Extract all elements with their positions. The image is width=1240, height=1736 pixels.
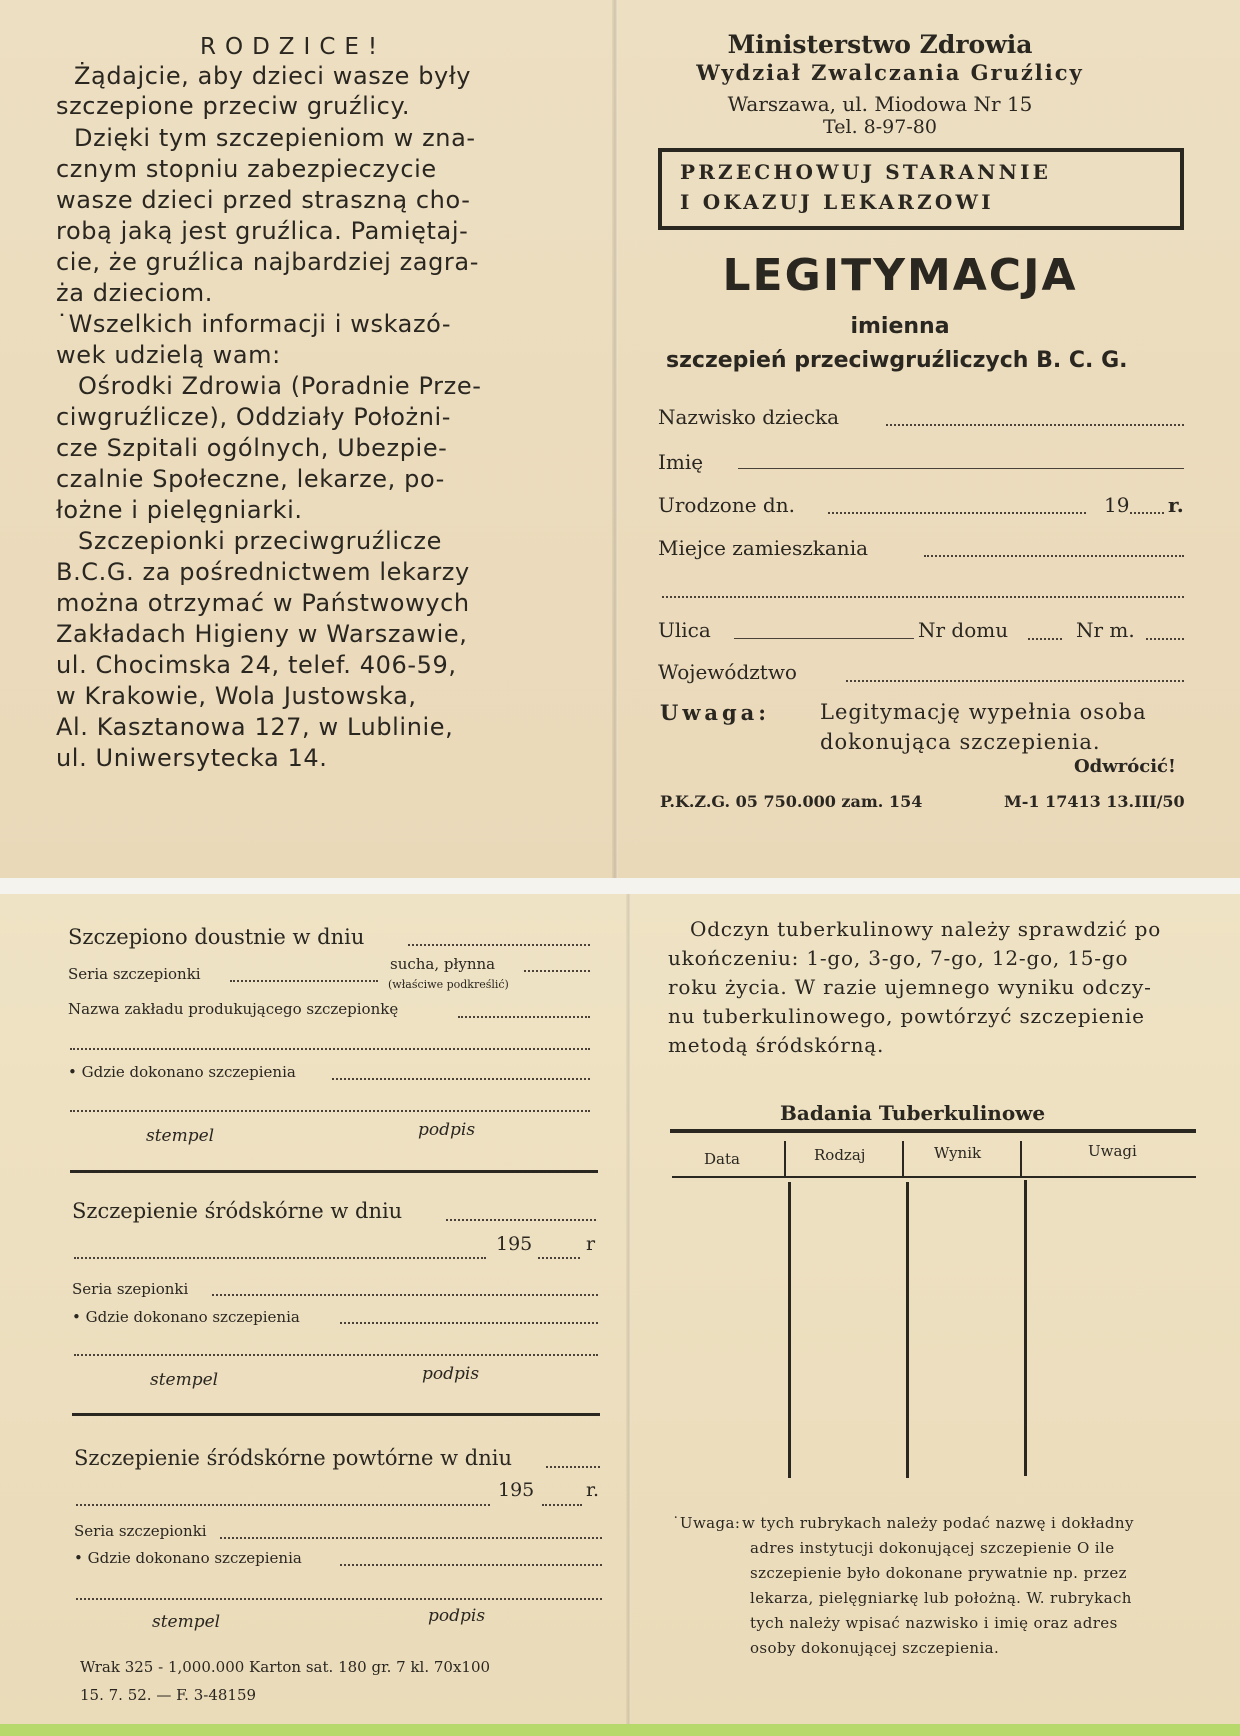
signature-label: podpis — [418, 1120, 476, 1140]
ministry-address: Warszawa, ul. Miodowa Nr 15 — [727, 92, 1033, 116]
manufacturer-label: Nazwa zakładu produkującego szczepionkę — [68, 1000, 399, 1018]
serial-field[interactable] — [212, 1294, 598, 1296]
surname-field[interactable] — [886, 424, 1184, 426]
parents-text-line: Al. Kasztanowa 127, w Lublinie, — [56, 713, 454, 741]
birth-year-prefix: 19 — [1104, 493, 1130, 517]
print-code: M-1 17413 13.III/50 — [1004, 792, 1185, 811]
parents-text-line: robą jaką jest gruźlica. Pamiętaj- — [56, 217, 469, 245]
printer-imprint: Wrak 325 - 1,000.000 Karton sat. 180 gr. 7 kl. 70x100 — [80, 1658, 491, 1676]
repeat-date-field[interactable] — [546, 1466, 600, 1468]
section-divider — [72, 1413, 600, 1416]
parents-text-line: ul. Uniwersytecka 14. — [56, 744, 328, 772]
tuberculin-table-title: Badania Tuberkulinowe — [780, 1101, 1046, 1125]
parents-text-line: czalnie Społeczne, lekarze, po- — [56, 465, 445, 493]
street-field[interactable] — [734, 638, 914, 639]
house-number-label: Nr domu — [918, 618, 1009, 642]
ministry-name: Ministerstwo Zdrowia — [727, 30, 1033, 59]
manufacturer-field-2[interactable] — [70, 1048, 590, 1050]
underline-note: (właściwe podkreślić) — [388, 978, 509, 991]
place-label: • Gdzie dokonano szczepienia — [72, 1308, 300, 1326]
voivodeship-label: Województwo — [658, 660, 797, 684]
table-cell-type[interactable] — [794, 1184, 902, 1476]
residence-field[interactable] — [924, 555, 1184, 557]
table-divider — [902, 1141, 904, 1177]
remarks-note-line: szczepienie było dokonane prywatnie np. przez — [750, 1564, 1127, 1582]
surname-label: Nazwisko dziecka — [658, 405, 840, 429]
card-subtitle-bcg: szczepień przeciwgruźliczych B. C. G. — [666, 348, 1128, 373]
signature-label: podpis — [422, 1364, 480, 1384]
serial-label: Seria szczepionki — [74, 1522, 207, 1540]
place-field[interactable] — [340, 1322, 598, 1324]
department-name: Wydział Zwalczania Gruźlicy — [696, 60, 1084, 85]
fold-crease — [612, 0, 618, 878]
place-field-2[interactable] — [70, 1110, 590, 1112]
repeat-date-field-2[interactable] — [76, 1504, 490, 1506]
parents-text-line: B.C.G. za pośrednictwem lekarzy — [56, 558, 470, 586]
birth-year-field[interactable] — [1130, 512, 1164, 514]
place-field-2[interactable] — [74, 1354, 598, 1356]
repeat-vaccination-label: Szczepienie śródskórne powtórne w dniu — [74, 1446, 513, 1470]
oral-date-field[interactable] — [408, 944, 590, 946]
parents-text-line: cie, że gruźlica najbardziej zagra- — [56, 248, 479, 276]
note-line: Legitymację wypełnia osoba — [820, 700, 1147, 724]
printer-imprint: P.K.Z.G. 05 750.000 zam. 154 — [660, 792, 923, 811]
first-name-field[interactable] — [738, 468, 1184, 469]
parents-heading: RODZICE! — [200, 34, 387, 60]
turn-over-notice: Odwrócić! — [1074, 756, 1176, 777]
remarks-note-line: w tych rubrykach należy podać nazwę i dokładny — [742, 1514, 1134, 1532]
table-divider — [906, 1182, 909, 1478]
fold-crease — [626, 894, 631, 1724]
parents-text-line: łożne i pielęgniarki. — [56, 496, 303, 524]
stamp-label: stempel — [150, 1370, 219, 1390]
parents-text-line: ciwgruźlicze), Oddziały Położni- — [56, 403, 452, 431]
birth-date-label: Urodzone dn. — [658, 493, 795, 517]
stamp-label: stempel — [152, 1612, 221, 1632]
tuberculin-intro-line: metodą śródskórną. — [668, 1033, 885, 1057]
tuberculin-intro-line: roku życia. W razie ujemnego wyniku odczy- — [668, 975, 1152, 999]
birth-date-field[interactable] — [828, 512, 1086, 514]
first-name-label: Imię — [658, 450, 704, 474]
parents-text-line: Szczepionki przeciwgruźlicze — [78, 527, 442, 555]
tuberculin-intro-line: nu tuberkulinowego, powtórzyć szczepienie — [668, 1004, 1145, 1028]
table-header-rule — [672, 1176, 1196, 1178]
table-divider — [788, 1182, 791, 1478]
column-header-type: Rodzaj — [814, 1146, 866, 1164]
intradermal-vaccination-label: Szczepienie śródskórne w dniu — [72, 1199, 403, 1223]
stamp-label: stempel — [146, 1126, 215, 1146]
place-field[interactable] — [340, 1564, 602, 1566]
parents-text-line: Zakładach Higieny w Warszawie, — [56, 620, 468, 648]
birth-year-suffix: r. — [1168, 493, 1184, 517]
parents-text-line: wek udzielą wam: — [56, 341, 281, 369]
table-cell-date[interactable] — [674, 1184, 784, 1476]
parents-text-line: cznym stopniu zabezpieczycie — [56, 155, 437, 183]
remarks-note-line: adres instytucji dokonującej szczepienie O ile — [750, 1539, 1115, 1557]
table-cell-remarks[interactable] — [1030, 1184, 1196, 1476]
column-header-date: Data — [704, 1150, 740, 1168]
oral-vaccination-label: Szczepiono doustnie w dniu — [68, 925, 365, 949]
parents-text-line: ża dzieciom. — [56, 279, 213, 307]
intradermal-date-field-2[interactable] — [74, 1257, 486, 1259]
ministry-phone: Tel. 8-97-80 — [823, 116, 937, 138]
tuberculin-intro-line: Odczyn tuberkulinowy należy sprawdzić po — [690, 917, 1162, 941]
keep-notice-line1: PRZECHOWUJ STARANNIE — [680, 160, 1052, 184]
parents-text-line: w Krakowie, Wola Justowska, — [56, 682, 417, 710]
flat-number-field[interactable] — [1146, 638, 1184, 640]
parents-text-line: szczepione przeciw gruźlicy. — [56, 92, 411, 120]
year-field[interactable] — [542, 1504, 582, 1506]
signature-label: podpis — [428, 1606, 486, 1626]
serial-label: Seria szepionki — [72, 1280, 189, 1298]
column-header-result: Wynik — [934, 1144, 982, 1162]
keep-notice-line2: I OKAZUJ LEKARZOWI — [680, 190, 994, 214]
table-cell-result[interactable] — [912, 1184, 1020, 1476]
voivodeship-field[interactable] — [846, 680, 1184, 682]
card-title: LEGITYMACJA — [722, 250, 1078, 301]
parents-text-line: Żądajcie, aby dzieci wasze były — [74, 62, 472, 90]
serial-label: Seria szczepionki — [68, 965, 201, 983]
year-field[interactable] — [538, 1257, 580, 1259]
note-line: dokonująca szczepienia. — [820, 730, 1101, 754]
remarks-note-label: ˙Uwaga: — [672, 1514, 741, 1532]
section-divider — [70, 1170, 598, 1173]
background-strip — [0, 1724, 1240, 1736]
parents-text-line: ul. Chocimska 24, telef. 406-59, — [56, 651, 457, 679]
year-prefix: 195 — [496, 1233, 533, 1255]
street-label: Ulica — [658, 618, 711, 642]
parents-text-line: wasze dzieci przed straszną cho- — [56, 186, 471, 214]
year-suffix: r — [586, 1233, 596, 1255]
dry-liquid-options: sucha, płynna — [390, 955, 496, 973]
serial-field[interactable] — [230, 980, 378, 982]
flat-number-label: Nr m. — [1076, 618, 1135, 642]
serial-field[interactable] — [220, 1537, 602, 1539]
place-label: • Gdzie dokonano szczepienia — [74, 1549, 302, 1567]
manufacturer-field[interactable] — [458, 1016, 590, 1018]
residence-label: Miejce zamieszkania — [658, 536, 869, 560]
parents-text-line: ˙Wszelkich informacji i wskazó- — [56, 310, 452, 338]
note-label: Uwaga: — [660, 700, 771, 725]
remarks-note-line: lekarza, pielęgniarkę lub położną. W. rubrykach — [750, 1589, 1132, 1607]
table-divider — [784, 1141, 786, 1177]
table-divider — [1020, 1141, 1022, 1177]
column-header-remarks: Uwagi — [1088, 1142, 1137, 1160]
parents-text-line: można otrzymać w Państwowych — [56, 589, 470, 617]
card-subtitle: imienna — [850, 314, 950, 339]
print-date-code: 15. 7. 52. — F. 3-48159 — [80, 1686, 257, 1704]
year-suffix: r. — [586, 1479, 600, 1501]
tuberculin-intro-line: ukończeniu: 1-go, 3-go, 7-go, 12-go, 15-go — [668, 946, 1129, 970]
parents-text-line: Ośrodki Zdrowia (Poradnie Prze- — [78, 372, 482, 400]
parents-text-line: Dzięki tym szczepieniom w zna- — [74, 124, 476, 152]
dry-liquid-field[interactable] — [524, 970, 590, 972]
place-field-2[interactable] — [76, 1598, 602, 1600]
residence-field-2[interactable] — [662, 596, 1184, 598]
place-field[interactable] — [332, 1078, 590, 1080]
remarks-note-line: tych należy wpisać nazwisko i imię oraz adres — [750, 1614, 1118, 1632]
house-number-field[interactable] — [1028, 638, 1062, 640]
table-divider — [1024, 1180, 1027, 1476]
intradermal-date-field[interactable] — [446, 1219, 596, 1221]
year-prefix: 195 — [498, 1479, 535, 1501]
parents-text-line: cze Szpitali ogólnych, Ubezpie- — [56, 434, 448, 462]
remarks-note-line: osoby dokonującej szczepienia. — [750, 1639, 1000, 1657]
table-top-rule — [670, 1129, 1196, 1133]
place-label: • Gdzie dokonano szczepienia — [68, 1063, 296, 1081]
